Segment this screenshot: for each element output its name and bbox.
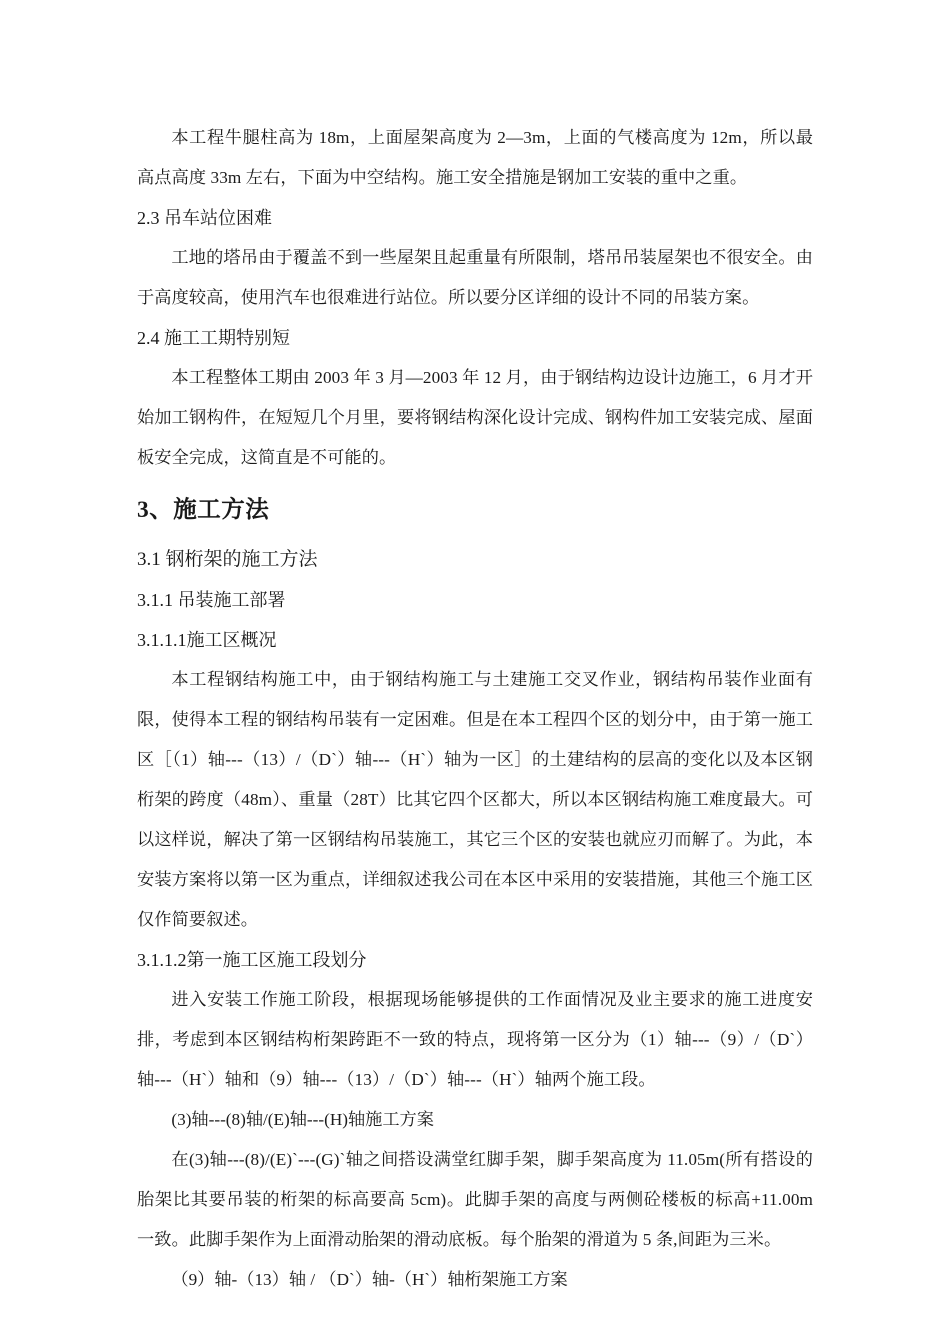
heading-3-1-1-1: 3.1.1.1施工区概况 (137, 630, 277, 650)
axis-scheme-line-2: （9）轴-（13）轴 / （D`）轴-（H`）轴桁架施工方案 (171, 1270, 568, 1289)
paragraph-scaffold: 在(3)轴---(8)/(E)`---(G)`轴之间搭设满堂红脚手架，脚手架高度为 11.05m(所有搭设的胎架比其要吊装的桁架的标高要高 5cm)。此脚手架的高度与两侧砼楼板的标高+11.00m 一致。此脚手架作为上面滑动胎架的滑动底板。每个胎架的滑道为 5 条,间距为三米。 (137, 1150, 813, 1249)
paragraph-2-3: 工地的塔吊由于覆盖不到一些屋架且起重量有所限制，塔吊吊装屋架也不很安全。由于高度较高，使用汽车也很难进行站位。所以要分区详细的设计不同的吊装方案。 (137, 248, 813, 307)
heading-3-1-1: 3.1.1 吊装施工部署 (137, 590, 286, 610)
paragraph-intro: 本工程牛腿柱高为 18m，上面屋架高度为 2—3m，上面的气楼高度为 12m，所以最高点高度 33m 左右，下面为中空结构。施工安全措施是钢加工安装的重中之重。 (137, 128, 813, 187)
heading-2-4: 2.4 施工工期特别短 (137, 328, 290, 348)
heading-3-1-1-2: 3.1.1.2第一施工区施工段划分 (137, 950, 367, 970)
heading-2-3: 2.3 吊车站位困难 (137, 208, 272, 228)
document-body (137, 118, 813, 1300)
paragraph-3-1-1-1: 本工程钢结构施工中，由于钢结构施工与土建施工交叉作业，钢结构吊装作业面有限，使得本工程的钢结构吊装有一定困难。但是在本工程四个区的划分中，由于第一施工区［（1）轴---（13）/（D`）轴---（H`）轴为一区］的土建结构的层高的变化以及本区钢桁架的跨度（48m）、重量（28T）比其它四个区都大，所以本区钢结构施工难度最大。可以这样说，解决了第一区钢结构吊装施工，其它三个区的安装也就应刃而解了。为此，本安装方案将以第一区为重点，详细叙述我公司在本区中采用的安装措施，其他三个施工区仅作简要叙述。 (137, 670, 813, 929)
heading-3-1: 3.1 钢桁架的施工方法 (137, 549, 318, 570)
paragraph-3-1-1-2: 进入安装工作施工阶段，根据现场能够提供的工作面情况及业主要求的施工进度安排，考虑到本区钢结构桁架跨距不一致的特点，现将第一区分为（1）轴---（9）/（D`）轴---（H`）轴和（9）轴---（13）/（D`）轴---（H`）轴两个施工段。 (137, 990, 813, 1089)
heading-3-construction-method: 3、施工方法 (137, 497, 270, 523)
paragraph-2-4: 本工程整体工期由 2003 年 3 月—2003 年 12 月，由于钢结构边设计边施工，6 月才开始加工钢构件，在短短几个月里，要将钢结构深化设计完成、钢构件加工安装完成、屋面板安全完成，这简直是不可能的。 (137, 368, 813, 467)
axis-scheme-line-1: (3)轴---(8)轴/(E)轴---(H)轴施工方案 (171, 1110, 434, 1129)
